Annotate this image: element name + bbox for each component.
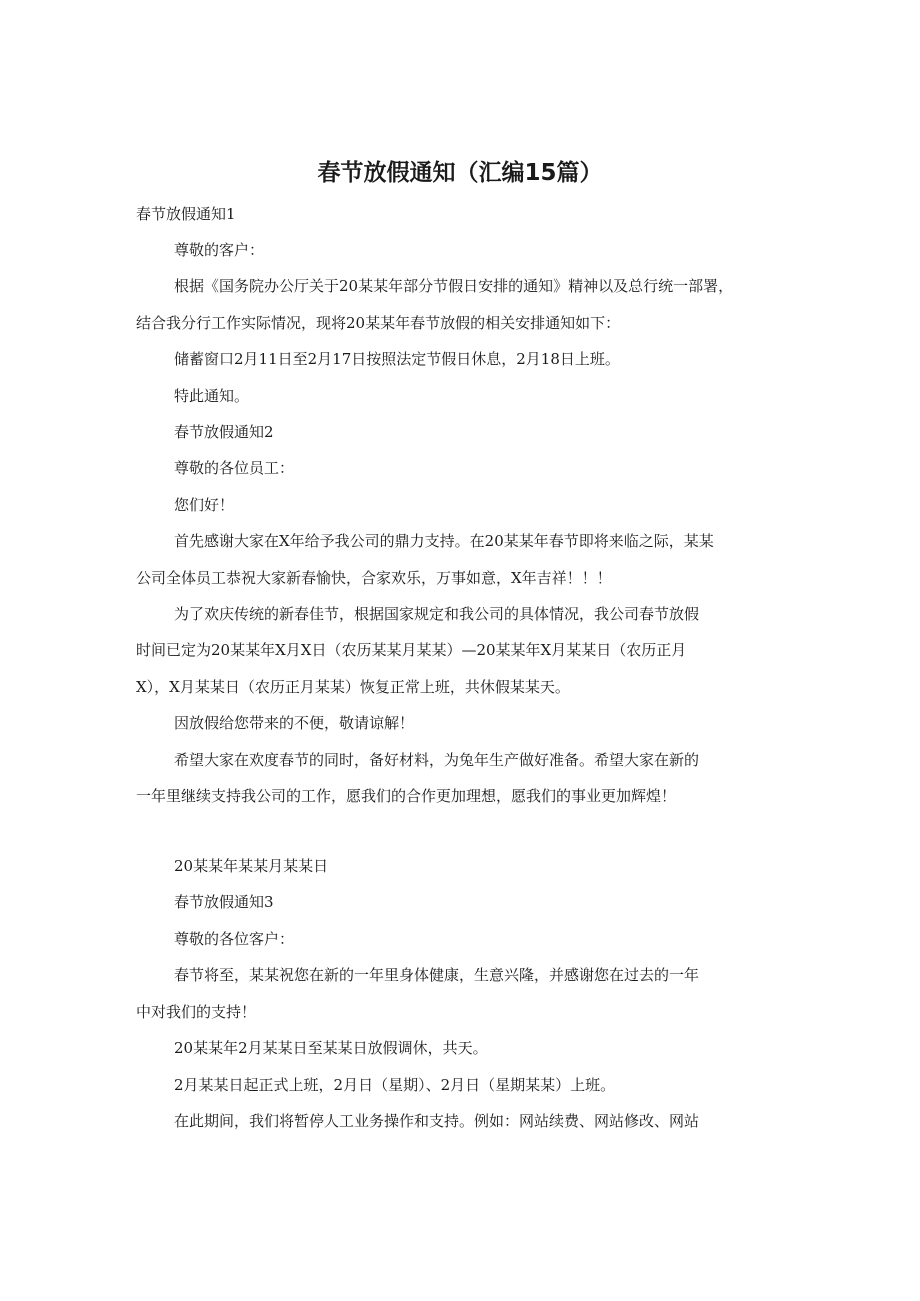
paragraph-line: 时间已定为20某某年X月X日（农历某某月某某）—20某某年X月某某日（农历正月 xyxy=(136,641,687,659)
greeting: 您们好！ xyxy=(174,496,235,514)
paragraph-line: X），X月某某日（农历正月某某）恢复正常上班，共休假某某天。 xyxy=(136,678,570,696)
paragraph-line: 一年里继续支持我公司的工作，愿我们的合作更加理想，愿我们的事业更加辉煌！ xyxy=(136,787,677,805)
salutation-1: 尊敬的客户： xyxy=(174,241,265,259)
salutation-3: 尊敬的各位客户： xyxy=(174,930,295,948)
paragraph-line: 中对我们的支持！ xyxy=(136,1003,257,1021)
paragraph-line: 首先感谢大家在X年给予我公司的鼎力支持。在20某某年春节即将来临之际，某某 xyxy=(174,532,714,550)
paragraph-line: 春节将至，某某祝您在新的一年里身体健康，生意兴隆，并感谢您在过去的一年 xyxy=(174,966,700,984)
salutation-2: 尊敬的各位员工： xyxy=(174,459,295,477)
paragraph-line: 特此通知。 xyxy=(174,387,250,405)
paragraph-line: 根据《国务院办公厅关于20某某年部分节假日安排的通知》精神以及总行统一部署， xyxy=(174,277,734,295)
date-line: 20某某年某某月某某日 xyxy=(174,857,329,875)
paragraph-line: 储蓄窗口2月11日至2月17日按照法定节假日休息，2月18日上班。 xyxy=(174,350,620,368)
section-heading-1: 春节放假通知1 xyxy=(136,205,236,223)
paragraph-line: 为了欢庆传统的新春佳节，根据国家规定和我公司的具体情况，我公司春节放假 xyxy=(174,605,700,623)
paragraph-line: 在此期间，我们将暂停人工业务操作和支持。例如：网站续费、网站修改、网站 xyxy=(174,1112,700,1130)
section-heading-3: 春节放假通知3 xyxy=(174,893,274,911)
paragraph-line: 20某某年2月某某日至某某日放假调休，共天。 xyxy=(174,1039,488,1057)
document-title: 春节放假通知（汇编15篇） xyxy=(317,160,603,186)
paragraph-line: 结合我分行工作实际情况，现将20某某年春节放假的相关安排通知如下： xyxy=(136,314,621,332)
paragraph-line: 因放假给您带来的不便，敬请谅解！ xyxy=(174,714,415,732)
paragraph-line: 公司全体员工恭祝大家新春愉快，合家欢乐，万事如意，X年吉祥！！！ xyxy=(136,569,612,587)
paragraph-line: 2月某某日起正式上班，2月日（星期）、2月日（星期某某）上班。 xyxy=(174,1076,616,1094)
paragraph-line: 希望大家在欢度春节的同时，备好材料，为兔年生产做好准备。希望大家在新的 xyxy=(174,751,700,769)
section-heading-2: 春节放假通知2 xyxy=(174,423,274,441)
